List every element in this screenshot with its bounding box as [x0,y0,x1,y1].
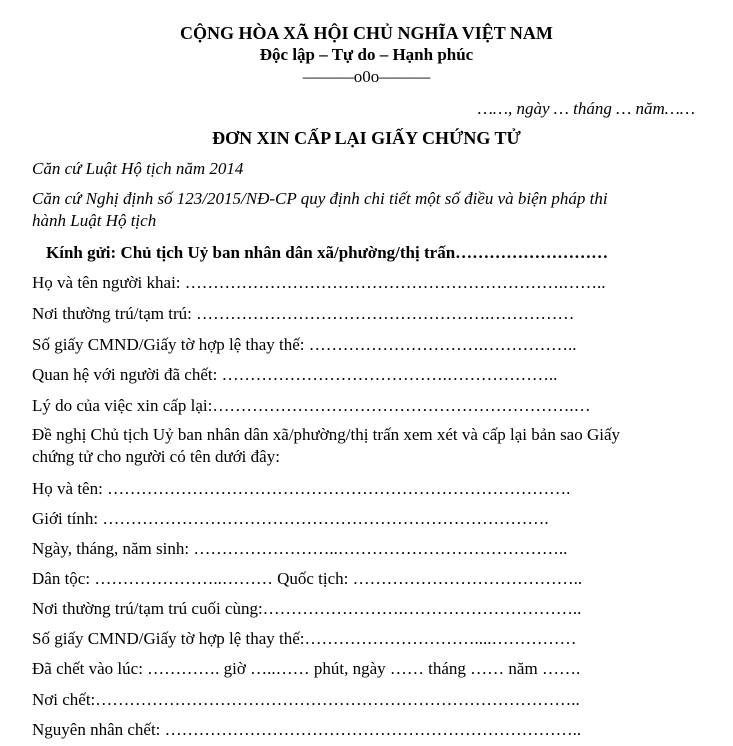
request-line: chứng tử cho người có tên dưới đây: [32,447,280,466]
legal-basis-line: hành Luật Hộ tịch [32,211,157,230]
applicant-field: Quan hệ với người đã chết: ………………………………….……………….. [32,365,558,384]
request-line: Đề nghị Chủ tịch Uỷ ban nhân dân xã/phường/thị trấn xem xét và cấp lại bản sao Giấy [32,425,621,444]
legal-basis-line: Căn cứ Nghị định số 123/2015/NĐ-CP quy định chi tiết một số điều và biện pháp thi [32,189,608,208]
deceased-field: Họ và tên: ………………………………………………………………………. [32,479,571,498]
recipient-line: Kính gửi: Chủ tịch Uỷ ban nhân dân xã/phường/thị trấn……………………… [46,243,609,262]
motto: Độc lập – Tự do – Hạnh phúc [259,45,474,64]
applicant-field: Họ và tên người khai: ………………………………………………………….…….. [32,273,606,292]
deceased-field: Ngày, tháng, năm sinh: ……………………..………………………………….. [32,539,568,558]
applicant-field: Lý do của việc xin cấp lại:……………………………………………………….… [32,396,591,415]
deceased-field: Giới tính: ……………………………………………………………………. [32,509,549,528]
deceased-field: Nơi chết:………………………………………………………………………….. [32,690,580,709]
nation-heading: CỘNG HÒA XÃ HỘI CHỦ NGHĨA VIỆT NAM [180,23,553,43]
header-separator: ———o0o——— [302,67,431,86]
deceased-field: Đã chết vào lúc: …………. giờ …..…… phút, ngày …… tháng …… năm ……. [32,659,581,678]
deceased-field: Số giấy CMND/Giấy tờ hợp lệ thay thế:…………………………....…………… [32,629,577,648]
document-title: ĐƠN XIN CẤP LẠI GIẤY CHỨNG TỬ [212,128,521,148]
deceased-field: Dân tộc: …………………..……… Quốc tịch: ………………………………….. [32,569,583,588]
legal-basis-line: Căn cứ Luật Hộ tịch năm 2014 [32,159,244,178]
applicant-field: Số giấy CMND/Giấy tờ hợp lệ thay thế: ………………………….…………….. [32,335,577,354]
applicant-field: Nơi thường trú/tạm trú: …………………………………………….…………… [32,304,575,323]
deceased-field: Nơi thường trú/tạm trú cuối cùng:…………………….………………………….. [32,599,582,618]
deceased-field: Nguyên nhân chết: ……………………………………………………………….. [32,720,582,739]
date-line: ……, ngày … tháng … năm…… [477,99,695,118]
